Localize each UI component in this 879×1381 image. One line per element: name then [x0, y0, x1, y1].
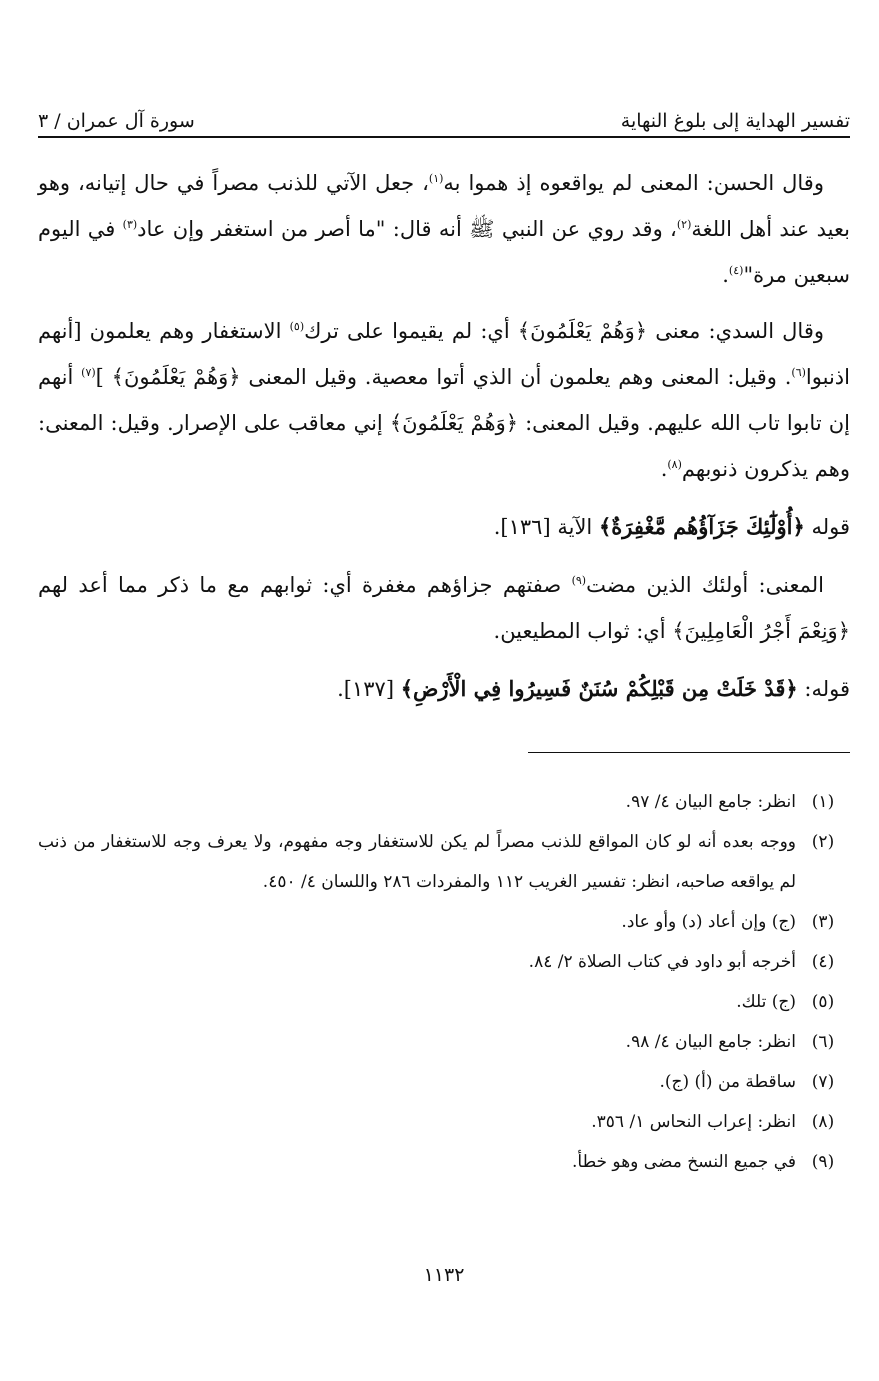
- footnote-text: ووجه بعده أنه لو كان المواقع للذنب مصراً لم يكن للاستغفار وجه مفهوم، ولا يعرف وجه للاستغفار من ذنب لم يواقعه صاحبه، انظر: تفسير الغريب ١١٢ والمفردات ٢٨٦ واللسان ٤/ ٤٥٠.: [38, 832, 796, 892]
- footnote-text: انظر: إعراب النحاس ١/ ٣٥٦.: [591, 1112, 796, 1132]
- paragraph: [38, 160, 850, 298]
- footnote-ref[interactable]: (٢): [676, 218, 692, 231]
- verse-ref: [١٣٧].: [337, 677, 401, 701]
- text-run: . وقيل: المعنى وهم يعلمون أن الذي أتوا معصية. وقيل المعنى ﴿وَهُمْ يَعْلَمُونَ﴾ ]: [95, 365, 792, 389]
- quran-quote: ﴿أُوْلَٰٓئِكَ جَزَآؤُهُم مَّغْفِرَةٌ﴾: [598, 514, 805, 539]
- footnote-ref[interactable]: (٩): [571, 574, 587, 587]
- verse-heading: [38, 502, 850, 552]
- footnote-item: [38, 782, 850, 822]
- footnote-item: [38, 902, 850, 942]
- verse-ref: الآية [١٣٦].: [493, 515, 599, 539]
- text-run: .: [660, 457, 668, 481]
- footnote-number: (٧): [811, 1072, 835, 1092]
- paragraph: [38, 308, 850, 492]
- book-page: [38, 0, 850, 1381]
- footnote-number: (٣): [811, 912, 835, 932]
- text-run: أنهم إن تابوا تاب الله عليهم. وقيل المعنى: ﴿وَهُمْ يَعْلَمُونَ﴾ إني معاقب على الإصرار. وقيل: المعنى: وهم يذكرون ذنوبهم: [38, 365, 850, 481]
- footnote-text: انظر: جامع البيان ٤/ ٩٧.: [625, 792, 796, 812]
- footnote-ref[interactable]: (٦): [791, 366, 806, 379]
- footnote-text: انظر: جامع البيان ٤/ ٩٨.: [625, 1032, 796, 1052]
- footnote-ref[interactable]: (١): [428, 172, 444, 185]
- footnote-ref[interactable]: (٣): [122, 218, 138, 231]
- footnote-item: [38, 1142, 850, 1182]
- footnote-number: (٥): [811, 992, 835, 1012]
- footnote-separator: [528, 752, 850, 753]
- verse-lead: قوله:: [797, 677, 850, 701]
- footnote-item: [38, 1022, 850, 1062]
- footnote-ref[interactable]: (٨): [667, 458, 682, 471]
- footnote-text: أخرجه أبو داود في كتاب الصلاة ٢/ ٨٤.: [528, 952, 796, 972]
- footnote-number: (٦): [811, 1032, 835, 1052]
- book-title: تفسير الهداية إلى بلوغ النهاية: [620, 110, 850, 132]
- footnote-number: (٩): [811, 1152, 835, 1172]
- footnote-text: (ج) تلك.: [736, 992, 796, 1012]
- text-run: ، جعل الآتي للذنب مصراً في حال إتيانه، وهو بعيد عند أهل اللغة: [38, 171, 850, 241]
- footnote-ref[interactable]: (٥): [289, 320, 305, 333]
- text-run: المعنى: أولئك الذين مضت: [586, 573, 824, 597]
- text-run: الاستغفار وهم يعلمون [أنهم اذنبوا: [38, 319, 850, 389]
- footnote-ref[interactable]: (٤): [728, 264, 744, 277]
- footnote-text: ساقطة من (أ) (ج).: [659, 1072, 796, 1092]
- quran-quote: ﴿قَدْ خَلَتْ مِن قَبْلِكُمْ سُنَنٌ فَسِيرُوا فِي الْأَرْضِ﴾: [400, 676, 798, 701]
- footnote-item: [38, 1062, 850, 1102]
- footnote-number: (٤): [811, 952, 835, 972]
- footnote-text: في جميع النسخ مضى وهو خطأ.: [571, 1152, 796, 1172]
- footnote-number: (٢): [811, 832, 835, 852]
- text-run: وقال الحسن: المعنى لم يواقعوه إذ هموا به: [443, 171, 824, 195]
- running-header: [38, 102, 850, 138]
- footnote-item: [38, 982, 850, 1022]
- page-number: ١١٣٢: [423, 1264, 465, 1286]
- text-run: .: [722, 263, 729, 287]
- section-title: سورة آل عمران / ٣: [38, 110, 195, 132]
- text-run: وقال السدي: معنى ﴿وَهُمْ يَعْلَمُونَ﴾ أي: لم يقيموا على ترك: [304, 319, 824, 343]
- footnote-number: (١): [811, 792, 835, 812]
- footnote-item: [38, 942, 850, 982]
- text-run: في اليوم سبعين مرة": [38, 217, 850, 287]
- verse-heading: [38, 664, 850, 714]
- footnote-number: (٨): [811, 1112, 835, 1132]
- text-run: صفتهم جزاؤهم مغفرة أي: ثوابهم مع ما ذكر مما أعد لهم ﴿وَنِعْمَ أَجْرُ الْعَامِلِينَ﴾ أي: ثواب المطيعين.: [38, 573, 850, 643]
- verse-lead: قوله: [804, 515, 850, 539]
- footnote-item: [38, 822, 850, 902]
- footnotes: [38, 782, 850, 1182]
- text-run: ، وقد روي عن النبي ﷺ أنه قال: "ما أصر من استغفر وإن عاد: [137, 217, 677, 241]
- paragraph: [38, 562, 850, 654]
- footnote-text: (ج) وإن أعاد (د) وأو عاد.: [621, 912, 796, 932]
- footnote-ref[interactable]: (٧): [81, 366, 96, 379]
- main-text: [38, 160, 850, 724]
- footnote-item: [38, 1102, 850, 1142]
